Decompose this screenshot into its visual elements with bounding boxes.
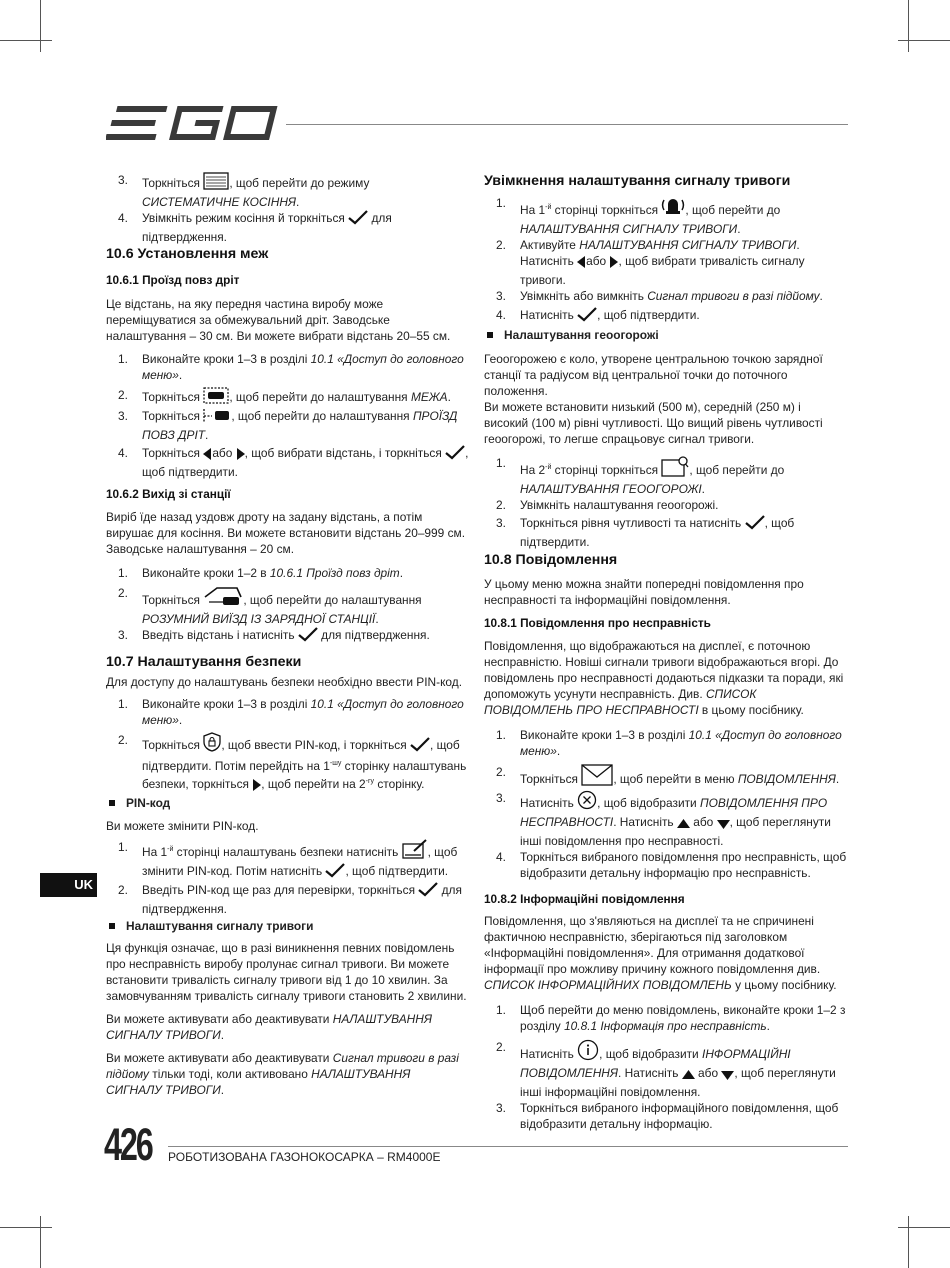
crop-mark: [0, 1227, 52, 1228]
crop-mark: [40, 1216, 41, 1268]
text-run: , щоб перейти в меню: [613, 772, 738, 786]
text-run: Виконайте кроки 1–3 в розділі: [142, 352, 311, 366]
step-number: 4.: [118, 211, 128, 225]
text-run: .: [205, 428, 209, 442]
text-run: .: [178, 713, 183, 727]
section-heading: 10.8 Повідомлення: [484, 552, 618, 568]
emphasis-text: НАЛАШТУВАННЯ СИГНАЛУ ТРИВОГИ: [520, 222, 738, 236]
text-run: . Натисніть: [520, 238, 800, 268]
text-run: .: [819, 289, 823, 303]
text-run: , щоб підтвердити.: [520, 516, 795, 549]
step-number: 3.: [496, 791, 506, 805]
header-rule: [286, 124, 848, 125]
text-run: Торкніться: [142, 738, 204, 752]
checkmark-icon: [418, 882, 438, 901]
paragraph: [106, 818, 469, 839]
arrow-up-icon: [682, 1068, 695, 1084]
subsection-heading: 10.6.2 Вихід зі станції: [106, 487, 231, 501]
step-number: 2.: [118, 586, 128, 600]
text-run: , щоб відобразити: [597, 796, 701, 810]
emphasis-text: ІНФОРМАЦІЙНІ ПОВІДОМЛЕННЯ: [520, 1047, 791, 1080]
step-number: 1.: [118, 697, 128, 711]
text-run: Торкніться: [520, 772, 582, 786]
numbered-step: [484, 790, 847, 849]
ordinal-suffix: -й: [167, 846, 174, 853]
text-run: для підтвердження.: [317, 628, 430, 642]
edit-pin-icon: [402, 839, 428, 863]
step-number: 2.: [118, 388, 128, 402]
mail-icon: [581, 764, 613, 790]
step-number: 1.: [496, 1003, 506, 1017]
text-run: , щоб вибрати відстань, і торкніться: [244, 446, 446, 460]
subsection-heading: 10.8.2 Інформаційні повідомлення: [484, 892, 685, 906]
emphasis-text: СПИСОК ПОВІДОМЛЕНЬ ПРО НЕСПРАВНОСТІ: [484, 687, 757, 717]
numbered-step: [484, 727, 847, 764]
checkmark-icon: [348, 210, 368, 229]
step-number: 2.: [118, 733, 128, 747]
text-run: .: [375, 612, 379, 626]
right-column: [484, 172, 847, 1134]
step-number: 3.: [118, 628, 128, 642]
crop-mark: [40, 0, 41, 52]
text-run: Ви можете активувати або деактивувати: [106, 1012, 333, 1026]
step-number: 2.: [496, 498, 506, 512]
text-run: На 1: [520, 203, 546, 217]
step-number: 3.: [496, 516, 506, 530]
numbered-step: [484, 307, 847, 327]
text-run: Ви можете змінити PIN-код.: [106, 819, 259, 833]
section-heading: 10.7 Налаштування безпеки: [106, 654, 302, 670]
footer-rule: [168, 1146, 848, 1147]
emphasis-text: ПРОЇЗД ПОВЗ ДРІТ: [142, 409, 458, 442]
info-icon: [577, 1039, 599, 1065]
text-run: тільки тоді, коли активовано: [148, 1067, 312, 1081]
emphasis-text: МЕЖА: [410, 390, 448, 404]
emphasis-text: ПОВІДОМЛЕННЯ: [737, 772, 836, 786]
text-run: Торкніться рівня чутливості та натисніть: [520, 516, 745, 530]
numbered-step: [106, 882, 469, 918]
text-run: Ви можете встановити низький (500 м), середній (250 м) і високий (100 м) рівні чутливості. Що вищий рівень чутливості геоогорожі, то легше спрацьовує сигнал тривоги.: [484, 400, 823, 446]
text-run: .: [737, 222, 741, 236]
text-run: Повідомлення, що відображаються на дисплеї, є поточною несправністю. Новіші сигнали тривоги відображаються вгорі. До повідомлень про несправності додаються підказки та поради, які допоможуть усунути несправність. Див.: [484, 639, 844, 701]
security-icon: [203, 732, 221, 756]
text-run: у цьому посібнику.: [731, 978, 837, 992]
paragraph: [484, 913, 847, 1002]
text-run: .: [220, 1028, 225, 1042]
emphasis-text: НАЛАШТУВАННЯ СИГНАЛУ ТРИВОГИ: [106, 1067, 411, 1097]
footer-title: РОБОТИЗОВАНА ГАЗОНОКОСАРКА – RM4000E: [168, 1150, 441, 1164]
numbered-step: [484, 455, 847, 497]
step-number: 3.: [118, 173, 128, 187]
emphasis-text: 10.8.1 Інформація про несправність: [564, 1019, 767, 1033]
paragraph: [106, 1011, 469, 1050]
ego-logo: [106, 104, 278, 142]
paragraph: [106, 509, 469, 565]
text-run: Виконайте кроки 1–3 в розділі: [142, 697, 311, 711]
text-run: сторінці торкніться: [551, 463, 662, 477]
text-run: .: [556, 744, 561, 758]
emphasis-text: СИСТЕМАТИЧНЕ КОСІННЯ: [142, 195, 297, 209]
text-run: .: [399, 566, 404, 580]
text-run: Натисніть: [520, 1047, 578, 1061]
step-number: 4.: [118, 446, 128, 460]
text-run: для підтвердження.: [142, 883, 462, 916]
text-run: , щоб підтвердити.: [345, 864, 449, 878]
text-run: На 2: [520, 463, 546, 477]
paragraph: [484, 576, 847, 615]
arrow-right-icon: [252, 779, 261, 795]
text-run: Виконайте кроки 1–2 в: [142, 566, 270, 580]
numbered-step: [484, 1002, 847, 1039]
crop-mark: [898, 40, 950, 41]
text-run: , щоб вибрати тривалість сигналу тривоги.: [520, 254, 805, 287]
bullet-heading: Налаштування сигналу тривоги: [106, 918, 469, 940]
crop-mark: [908, 0, 909, 52]
crop-mark: [0, 40, 52, 41]
step-number: 1.: [496, 728, 506, 742]
arrow-down-icon: [721, 1068, 734, 1084]
step-number: 2.: [496, 765, 506, 779]
text-run: , щоб підтвердити. Потім перейдіть на 1: [142, 738, 460, 773]
numbered-step: [484, 1100, 847, 1134]
emphasis-text: Сигнал тривоги в разі підйому: [647, 289, 820, 303]
text-run: , щоб відобразити: [599, 1047, 703, 1061]
numbered-step: [106, 627, 469, 653]
text-run: Повідомлення, що з'являються на дисплеї та не спричинені фактичною несправністю, зберігаються під заголовком «Інформаційні повідомлення». Для отримання додаткової інформації про можливу причину кожного повідомлення див.: [484, 914, 821, 976]
text-run: Увімкніть або вимкніть: [520, 289, 648, 303]
paragraph: [484, 351, 847, 399]
text-run: сторінку.: [374, 777, 425, 791]
text-run: Активуйте: [520, 238, 580, 252]
arrow-left-icon: [203, 448, 212, 464]
step-number: 1.: [118, 840, 128, 854]
checkmark-icon: [325, 863, 345, 882]
emphasis-text: НАЛАШТУВАННЯ ГЕООГОРОЖІ: [520, 482, 702, 496]
paragraph: [106, 940, 469, 1011]
text-run: .: [835, 772, 840, 786]
numbered-step: [106, 585, 469, 627]
text-run: , щоб переглянути інші інформаційні повідомлення.: [520, 1066, 836, 1099]
numbered-step: [106, 210, 469, 245]
arrow-down-icon: [717, 817, 730, 833]
text-run: або: [694, 1066, 722, 1080]
text-run: , щоб переглянути інші повідомлення про несправності.: [520, 815, 831, 848]
numbered-step: [106, 408, 469, 445]
paragraph: [106, 296, 469, 351]
text-run: .: [766, 1019, 770, 1033]
emphasis-text: 10.6.1 Проїзд повз дріт: [269, 566, 400, 580]
subsection-heading: 10.8.1 Повідомлення про несправність: [484, 616, 711, 630]
emphasis-text: 10.1 «Доступ до головного меню»: [520, 728, 842, 758]
text-run: Торкніться: [142, 390, 204, 404]
text-run: Введіть відстань і натисніть: [142, 628, 298, 642]
text-run: для підтвердження.: [142, 211, 392, 244]
text-run: .: [178, 368, 183, 382]
numbered-step: [106, 172, 469, 210]
text-run: У цьому меню можна знайти попередні повідомлення про несправності та інформаційні повідомлення.: [484, 577, 804, 607]
emphasis-text: ПОВІДОМЛЕННЯ ПРО НЕСПРАВНОСТІ: [520, 796, 828, 829]
text-run: Торкніться: [142, 446, 204, 460]
text-run: .: [447, 390, 451, 404]
numbered-step: [106, 565, 469, 585]
step-number: 1.: [118, 352, 128, 366]
text-run: Торкніться вибраного повідомлення про несправність, щоб відобразити детальну інформацію про несправність.: [520, 850, 847, 880]
text-run: Увімкніть налаштування геоогорожі.: [520, 498, 719, 512]
text-run: Щоб перейти до меню повідомлень, виконайте кроки 1–2 з розділу: [520, 1003, 846, 1033]
emphasis-text: СПИСОК ІНФОРМАЦІЙНИХ ПОВІДОМЛЕНЬ: [484, 978, 732, 992]
text-run: , щоб перейти до налаштування: [231, 409, 413, 423]
paragraph: [484, 638, 847, 727]
bullet-heading: Налаштування геоогорожі: [484, 327, 847, 351]
step-number: 4.: [496, 850, 506, 864]
text-run: .: [296, 195, 300, 209]
text-run: Геоогорожею є коло, утворене центральною точкою зарядної станції та радіусом від центральної точки до поточного положення.: [484, 352, 823, 398]
boundary-icon: [203, 387, 229, 408]
checkmark-icon: [298, 627, 318, 646]
text-run: . Натисніть: [618, 1066, 682, 1080]
text-run: Торкніться: [142, 593, 204, 607]
text-run: Натисніть: [520, 308, 578, 322]
step-number: 2.: [496, 238, 506, 252]
text-run: Торкніться: [142, 176, 204, 190]
text-run: Виріб їде назад уздовж дроту на задану відстань, а потім вирушає для косіння. Ви можете встановити відстань 20–999 см. Заводське налаштування – 20 см.: [106, 510, 465, 556]
numbered-step: [106, 732, 469, 795]
crop-mark: [898, 1227, 950, 1228]
arrow-up-icon: [677, 817, 690, 833]
step-number: 3.: [496, 1101, 506, 1115]
step-number: 4.: [496, 308, 506, 322]
ordinal-suffix: -й: [545, 464, 552, 471]
numbered-step: [106, 387, 469, 408]
station-exit-icon: [203, 585, 243, 611]
text-run: Увімкніть режим косіння й торкніться: [142, 211, 349, 225]
step-number: 2.: [496, 1040, 506, 1054]
text-run: , щоб перейти на 2: [261, 777, 366, 791]
step-number: 3.: [118, 409, 128, 423]
left-column: [106, 172, 469, 1100]
numbered-step: [106, 445, 469, 486]
numbered-step: [484, 237, 847, 288]
section-heading: Увімкнення налаштування сигналу тривоги: [484, 173, 791, 189]
checkmark-icon: [745, 515, 765, 534]
text-run: , щоб перейти до: [689, 463, 785, 477]
checkmark-icon: [445, 445, 465, 464]
text-run: . Натисніть: [613, 815, 677, 829]
crop-mark: [908, 1216, 909, 1268]
checkmark-icon: [410, 737, 430, 756]
text-run: Торкніться вибраного інформаційного повідомлення, щоб відобразити детальну інформацію.: [520, 1101, 839, 1131]
text-run: , щоб змінити PIN-код. Потім натисніть: [142, 845, 458, 878]
text-run: або: [586, 254, 610, 268]
text-run: .: [220, 1083, 225, 1097]
numbered-step: [106, 839, 469, 882]
text-run: Це відстань, на яку передня частина виробу може переміщуватися за обмежувальний дріт. Заводське налаштування – 30 см. Ви можете вибрати відстань 20–55 см.: [106, 297, 451, 343]
numbered-step: [484, 849, 847, 891]
numbered-step: [484, 288, 847, 307]
text-run: сторінці налаштувань безпеки натисніть: [173, 845, 402, 859]
text-run: Натисніть: [520, 796, 578, 810]
subsection-heading: 10.6.1 Проїзд повз дріт: [106, 273, 240, 287]
text-run: , щоб перейти до режиму: [229, 176, 370, 190]
step-number: 2.: [118, 883, 128, 897]
text-run: Виконайте кроки 1–3 в розділі: [520, 728, 689, 742]
text-run: Для доступу до налаштувань безпеки необхідно ввести PIN-код.: [106, 675, 463, 689]
alarm-icon: [661, 195, 685, 221]
geofence-icon: [661, 455, 689, 481]
text-run: На 1: [142, 845, 168, 859]
text-run: Введіть PIN-код ще раз для перевірки, торкніться: [142, 883, 419, 897]
language-tab: UK: [40, 873, 97, 897]
numbered-step: [106, 696, 469, 732]
arrow-left-icon: [577, 256, 586, 272]
emphasis-text: НАЛАШТУВАННЯ СИГНАЛУ ТРИВОГИ: [106, 1012, 432, 1042]
numbered-step: [484, 497, 847, 515]
text-run: , щоб підтвердити.: [597, 308, 700, 322]
text-run: або: [212, 446, 236, 460]
text-run: .: [701, 482, 705, 496]
ordinal-suffix: -гу: [365, 778, 375, 785]
emphasis-text: 10.1 «Доступ до головного меню»: [142, 352, 464, 382]
step-number: 1.: [118, 566, 128, 580]
text-run: Торкніться: [142, 409, 204, 423]
text-run: сторінці торкніться: [551, 203, 662, 217]
section-heading: 10.6 Установлення меж: [106, 246, 269, 262]
text-run: Ви можете активувати або деактивувати: [106, 1051, 333, 1065]
numbered-step: [106, 351, 469, 387]
step-number: 3.: [496, 289, 506, 303]
step-number: 1.: [496, 456, 506, 470]
ordinal-suffix: -шу: [329, 760, 342, 767]
error-icon: [577, 790, 597, 814]
ordinal-suffix: -й: [545, 204, 552, 211]
step-number: 1.: [496, 196, 506, 210]
arrow-right-icon: [236, 448, 245, 464]
wire-pass-icon: [203, 408, 231, 427]
page-number: 426: [104, 1119, 152, 1170]
text-run: , щоб підтвердити.: [142, 446, 469, 479]
text-run: , щоб перейти до налаштування: [229, 390, 411, 404]
text-run: або: [689, 815, 717, 829]
numbered-step: [484, 1039, 847, 1100]
emphasis-text: РОЗУМНИЙ ВИЇЗД ІЗ ЗАРЯДНОЇ СТАНЦІЇ: [142, 612, 376, 626]
numbered-step: [484, 515, 847, 551]
text-run: сторінку налаштувань безпеки, торкніться: [142, 759, 467, 791]
emphasis-text: НАЛАШТУВАННЯ СИГНАЛУ ТРИВОГИ: [579, 238, 797, 252]
emphasis-text: Сигнал тривоги в разі підйому: [106, 1051, 459, 1081]
text-run: в цьому посібнику.: [698, 703, 804, 717]
text-run: , щоб ввести PIN-код, і торкніться: [221, 738, 410, 752]
paragraph: [106, 674, 469, 696]
numbered-step: [484, 195, 847, 237]
emphasis-text: 10.1 «Доступ до головного меню»: [142, 697, 464, 727]
checkmark-icon: [577, 307, 597, 326]
bullet-heading: PIN-код: [106, 795, 469, 818]
paragraph: [106, 1050, 469, 1100]
text-run: Ця функція означає, що в разі виникнення певних повідомлень про несправність виробу пролунає сигнал тривоги. Ви можете встановити тривалість сигналу тривоги від 1 до 10 хвилин. За замовчуванням тривалість сигналу тривоги становить 2 хвилини.: [106, 941, 467, 1003]
text-run: , щоб перейти до: [685, 203, 781, 217]
paragraph: [484, 399, 847, 455]
numbered-step: [484, 764, 847, 790]
schedule-icon: [203, 172, 229, 194]
text-run: , щоб перейти до налаштування: [243, 593, 422, 607]
